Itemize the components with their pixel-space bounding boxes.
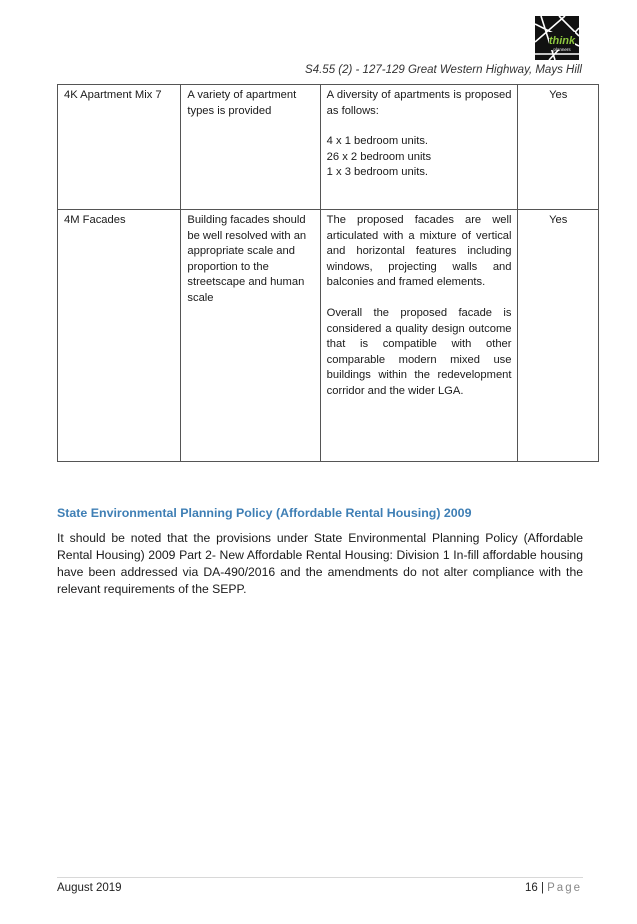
- proposal-paragraph: A diversity of apartments is proposed as follows:: [326, 89, 512, 117]
- objective-cell: A variety of apartment types is provided: [181, 85, 320, 210]
- unit-mix-line: 4 x 1 bedroom units.: [326, 135, 429, 148]
- logo-graphic: [535, 16, 579, 60]
- page-indicator: [525, 882, 582, 894]
- page-number: 16: [524, 882, 538, 894]
- svg-text:think: think: [548, 35, 576, 47]
- company-logo: [535, 16, 579, 60]
- complies-cell: Yes: [517, 210, 599, 462]
- unit-mix-line: 1 x 3 bedroom units.: [326, 166, 429, 179]
- unit-mix-line: 26 x 2 bedroom units: [326, 150, 432, 163]
- control-cell: 4K Apartment Mix 7: [58, 85, 181, 210]
- proposal-cell: [320, 210, 517, 462]
- compliance-table: [57, 84, 599, 462]
- control-cell: 4M Facades: [58, 210, 181, 462]
- page-separator: |: [540, 882, 544, 894]
- complies-cell: Yes: [517, 85, 599, 210]
- proposal-paragraph: [327, 134, 512, 181]
- objective-cell: Building facades should be well resolved with an appropriate scale and proportion to the streetscape and human scale: [181, 210, 320, 462]
- svg-text:planners: planners: [553, 47, 571, 52]
- proposal-cell: [320, 85, 517, 210]
- page-label: Page: [547, 882, 582, 894]
- proposal-paragraph: The proposed facades are well articulated with a mixture of vertical and horizontal features including windows, projecting walls and balconies and framed elements.: [326, 214, 512, 289]
- table-row: [58, 210, 599, 462]
- document-reference: S4.55 (2) - 127-129 Great Western Highway, Mays Hill: [305, 64, 582, 76]
- section-heading: State Environmental Planning Policy (Affordable Rental Housing) 2009: [57, 506, 472, 520]
- footer-divider: [57, 877, 583, 878]
- footer-date: August 2019: [57, 882, 122, 894]
- table-row: [58, 85, 599, 210]
- section-body: It should be noted that the provisions under State Environmental Planning Policy (Affordable Rental Housing) 2009 Part 2- New Affordable Rental Housing: Division 1 In-fill affordable housing have been addressed via DA-490/2016 and the amendments do not alter compliance with the relevant requirements of the SEPP.: [57, 531, 583, 596]
- proposal-paragraph: Overall the proposed facade is considered a quality design outcome that is compatible with other comparable modern mixed use buildings within the redevelopment corridor and the wider LGA.: [326, 306, 512, 397]
